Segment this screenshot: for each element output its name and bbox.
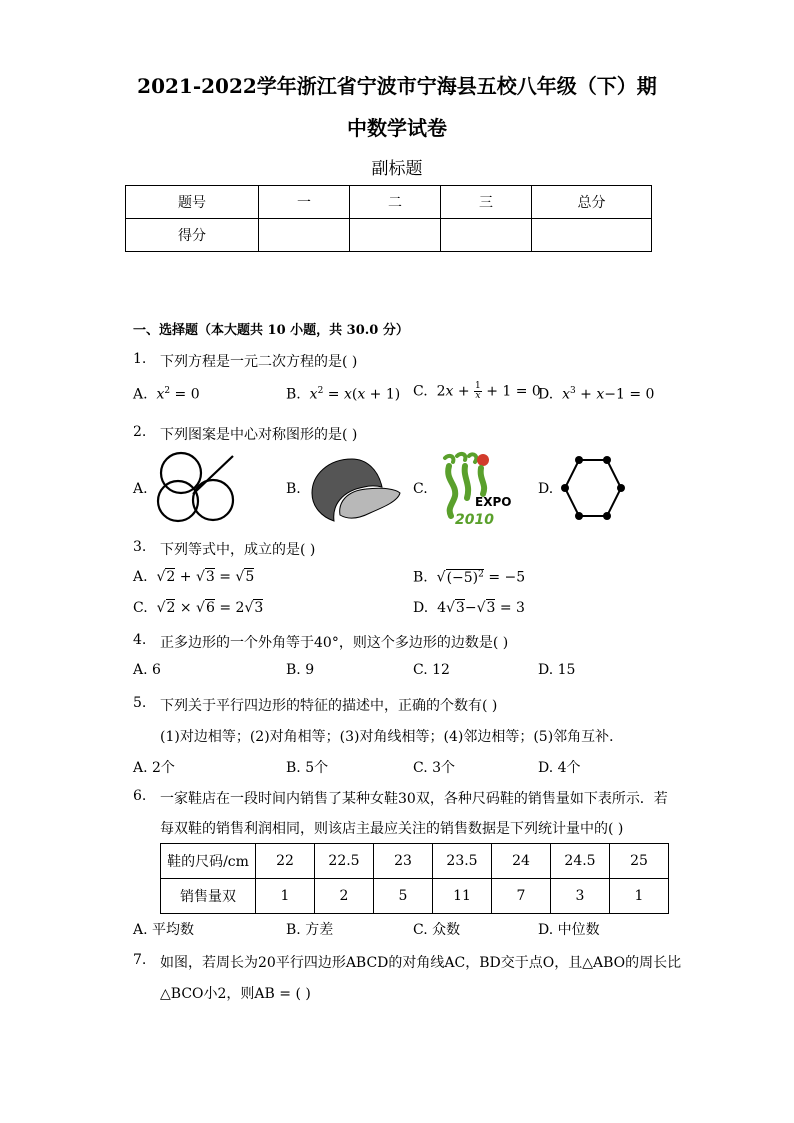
- question-text: 一家鞋店在一段时间内销售了某种女鞋30双，各种尺码鞋的销售量如下表所示．若: [160, 791, 668, 807]
- option-letter: D.: [413, 600, 429, 616]
- option-letter: B.: [413, 569, 428, 586]
- option-c: C. 3个: [413, 760, 456, 776]
- section-title: 一、选择题（本大题共 10 小题，共 30.0 分）: [133, 323, 409, 338]
- hexagon-figure: [558, 452, 630, 524]
- table-row: [161, 879, 669, 914]
- option-a: A. 平均数: [133, 922, 195, 938]
- question-number: 7.: [133, 952, 147, 968]
- subtitle: 副标题: [371, 159, 423, 179]
- table-cell: [532, 219, 652, 252]
- table-cell: 二: [350, 186, 441, 219]
- option-a: A. √2 + √3 = √5: [133, 569, 255, 585]
- expo-logo: [435, 450, 517, 528]
- option-c: C. 12: [413, 662, 450, 678]
- option-letter: A.: [133, 569, 148, 585]
- shoe-sales-table: [160, 843, 669, 914]
- table-header-cell: 销售量双: [161, 879, 256, 914]
- option-a: A. $x^2 = 0$: [133, 386, 200, 403]
- question-number: 4.: [133, 632, 147, 648]
- option-b: B. $√(-5)^2 = -5$: [413, 569, 526, 586]
- table-cell: 2: [315, 879, 374, 914]
- option-b-label: B.: [286, 481, 301, 497]
- table-cell: 一: [259, 186, 350, 219]
- option-c: C. 众数: [413, 922, 461, 938]
- question-number: 2.: [133, 424, 147, 440]
- question-number: 5.: [133, 695, 147, 711]
- question-text: 下列方程是一元二次方程的是( ): [160, 354, 358, 370]
- question-number: 6.: [133, 788, 147, 804]
- option-b: B. $x^2 = x(x + 1)$: [286, 386, 401, 403]
- question-text: 下列等式中，成立的是( ): [160, 542, 316, 558]
- table-cell: 5: [374, 879, 433, 914]
- option-letter: C.: [133, 600, 148, 616]
- table-cell: 总分: [532, 186, 652, 219]
- option-c-label: C.: [413, 481, 428, 497]
- option-b: B. 5个: [286, 760, 329, 776]
- table-cell: 3: [551, 879, 610, 914]
- table-row: [126, 186, 652, 219]
- crescent-figure: [308, 455, 403, 525]
- option-d: D. 中位数: [538, 922, 600, 938]
- option-letter: B.: [286, 386, 301, 403]
- question-text-line2: △BCO小2，则AB = ( ): [160, 986, 311, 1002]
- table-cell: 7: [492, 879, 551, 914]
- question-text: 正多边形的一个外角等于40°，则这个多边形的边数是( ): [160, 635, 509, 651]
- question-number: 3.: [133, 539, 147, 555]
- table-header-cell: 鞋的尺码/cm: [161, 844, 256, 879]
- table-cell: 25: [610, 844, 669, 879]
- question-text: 下列关于平行四边形的特征的描述中，正确的个数有( ): [160, 698, 498, 714]
- table-cell: 题号: [126, 186, 259, 219]
- table-cell: 三: [441, 186, 532, 219]
- expo-year: 2010: [455, 512, 494, 528]
- option-d: D. 4√3−√3 = 3: [413, 600, 525, 616]
- table-cell: [441, 219, 532, 252]
- option-c: C. √2 × √6 = 2√3: [133, 600, 264, 616]
- option-c: C. 2x + $\frac{1}{x}$ + 1 = 0: [413, 381, 541, 401]
- table-cell: 24: [492, 844, 551, 879]
- question-number: 1.: [133, 351, 147, 367]
- table-cell: 1: [610, 879, 669, 914]
- question-subtext: (1)对边相等；(2)对角相等；(3)对角线相等；(4)邻边相等；(5)邻角互补．: [160, 729, 624, 745]
- page-title-line2: 中数学试卷: [347, 116, 447, 140]
- option-letter: A.: [133, 386, 148, 403]
- table-cell: 1: [256, 879, 315, 914]
- option-a: A. 6: [133, 662, 161, 678]
- option-d-label: D.: [538, 481, 554, 497]
- three-circles-figure: [155, 450, 237, 528]
- question-text-line2: 每双鞋的销售利润相同，则该店主最应关注的销售数据是下列统计量中的( ): [160, 821, 624, 837]
- table-cell: 11: [433, 879, 492, 914]
- table-cell: 24.5: [551, 844, 610, 879]
- score-table: [125, 185, 652, 252]
- table-row: [161, 844, 669, 879]
- option-b: B. 方差: [286, 922, 334, 938]
- table-cell: [350, 219, 441, 252]
- option-b: B. 9: [286, 662, 315, 678]
- table-cell: 23.5: [433, 844, 492, 879]
- option-d: D. 15: [538, 662, 576, 678]
- table-cell: 得分: [126, 219, 259, 252]
- question-text: 如图，若周长为20平行四边形ABCD的对角线AC，BD交于点O，且△ABO的周长比: [160, 955, 682, 971]
- table-cell: 22.5: [315, 844, 374, 879]
- option-a-label: A.: [133, 481, 148, 497]
- option-letter: C.: [413, 383, 428, 400]
- question-text: 下列图案是中心对称图形的是( ): [160, 427, 358, 443]
- option-d: D. 4个: [538, 760, 581, 776]
- table-cell: 22: [256, 844, 315, 879]
- page-title: 2021-2022学年浙江省宁波市宁海县五校八年级（下）期: [137, 74, 657, 98]
- option-a: A. 2个: [133, 760, 175, 776]
- table-row: [126, 219, 652, 252]
- expo-text: EXPO: [475, 495, 512, 509]
- option-letter: D.: [538, 386, 554, 403]
- table-cell: 23: [374, 844, 433, 879]
- option-d: D. $x^3 + x-1 = 0$: [538, 386, 655, 403]
- table-cell: [259, 219, 350, 252]
